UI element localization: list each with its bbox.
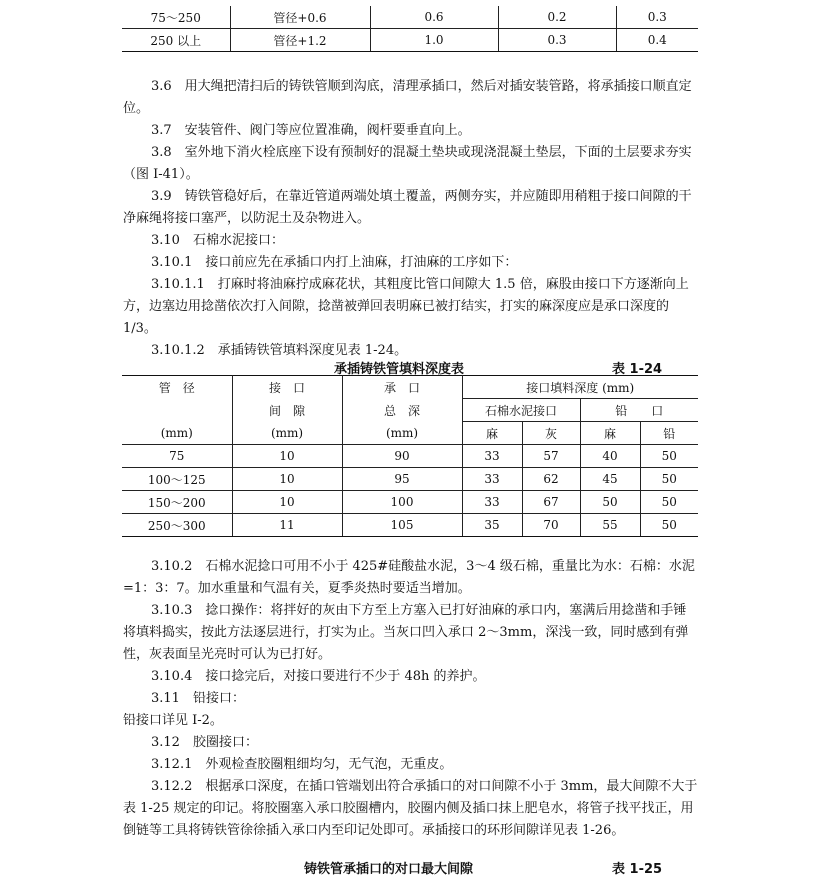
paragraph-3-12: 3.12 胶圈接口：	[151, 735, 258, 750]
table-row	[122, 491, 698, 514]
table-cell: 75～250	[122, 6, 230, 29]
paragraph-3-10-3: 3.10.3 捻口操作：将拌好的灰由下方至上方塞入已打好油麻的承口内，塞满后用捻凿和手锤将填料捣实，按此方法逐层进行，打实为止。当灰口凹入承口 2～3mm，深浅一致，同时感到有弹性，灰表面呈光亮时可认为已打好。	[123, 603, 689, 662]
table-cell: 50	[640, 491, 698, 514]
paragraph-3-6: 3.6 用大绳把清扫后的铸铁管顺到沟底，清理承插口，然后对插安装管路，将承插接口顺直定位。	[123, 79, 692, 116]
table-cell: 105	[342, 514, 462, 537]
header-socket-depth: 承 口	[342, 376, 462, 399]
paragraph-3-12-1: 3.12.1 外观检查胶圈粗细均匀，无气泡，无重皮。	[151, 757, 453, 772]
table-1-24-title: 承插铸铁管填料深度表	[334, 362, 465, 377]
table-cell: 95	[342, 468, 462, 491]
header-asbestos-cement: 石棉水泥接口	[462, 399, 580, 422]
table-cell: 75	[122, 445, 232, 468]
table-cell: 67	[522, 491, 580, 514]
header-pipe-diameter: 管 径	[122, 376, 232, 399]
paragraph-3-10-1-2: 3.10.1.2 承插铸铁管填料深度见表 1-24。	[151, 343, 408, 358]
table-cell: 150～200	[122, 491, 232, 514]
paragraph-3-10-1-1: 3.10.1.1 打麻时将油麻拧成麻花状，其粗度比管口间隙大 1.5 倍，麻股由接口下方逐渐向上方，边塞边用捻凿依次打入间隙，捻凿被弹回表明麻已被打结实，打实的麻深度应是承口深度的 1/3。	[123, 277, 689, 336]
table-cell: 45	[580, 468, 640, 491]
header-lead: 铅 口	[580, 399, 698, 422]
table-cell: 10	[232, 468, 342, 491]
table-cell: 50	[640, 445, 698, 468]
table-cell: 0.6	[370, 6, 498, 29]
table-row	[122, 6, 698, 29]
table-cell: 0.4	[616, 29, 698, 52]
header-hemp: 麻	[462, 422, 522, 445]
table-cell: 10	[232, 491, 342, 514]
table-cell: 70	[522, 514, 580, 537]
header-socket-depth-line2: 总 深	[342, 399, 462, 422]
table-header-row	[122, 422, 698, 445]
paragraph-3-10-4: 3.10.4 接口捻完后，对接口要进行不少于 48h 的养护。	[151, 669, 486, 684]
paragraph-3-9: 3.9 铸铁管稳好后，在靠近管道两端处填土覆盖，两侧夯实，并应随即用稍粗于接口间隙的干净麻绳将接口塞严，以防泥土及杂物进入。	[123, 189, 692, 226]
table-cell: 0.3	[616, 6, 698, 29]
table-cell: 90	[342, 445, 462, 468]
header-lead-depth: 铅	[640, 422, 698, 445]
table-cell: 50	[640, 468, 698, 491]
table-cell: 250～300	[122, 514, 232, 537]
table-cell: 33	[462, 491, 522, 514]
table-1-23-continuation	[122, 6, 698, 52]
paragraph-3-11-body: 铅接口详见 I-2。	[123, 713, 223, 728]
paragraph-3-10: 3.10 石棉水泥接口：	[151, 233, 284, 248]
table-cell: 250 以上	[122, 29, 230, 52]
paragraph-3-12-2: 3.12.2 根据承口深度，在插口管端划出符合承插口的对口间隙不小于 3mm，最大间隙不大于表 1-25 规定的印记。将胶圈塞入承口胶圈槽内，胶圈内侧及插口抹上肥皂水，将管子找平找正，用倒链等工具将铸铁管徐徐插入承口内至印记处即可。承插接口的环形间隙详见表 1-26。	[123, 779, 698, 838]
header-joint-gap-unit: (mm)	[232, 422, 342, 445]
table-cell: 50	[640, 514, 698, 537]
table-cell: 40	[580, 445, 640, 468]
table-row	[122, 468, 698, 491]
paragraph-3-7: 3.7 安装管件、阀门等应位置准确，阀杆要垂直向上。	[151, 123, 471, 138]
paragraph-3-10-2: 3.10.2 石棉水泥捻口可用不小于 425#硅酸盐水泥，3～4 级石棉，重量比为水：石棉：水泥=1：3：7。加水重量和气温有关，夏季炎热时要适当增加。	[123, 559, 695, 596]
table-cell: 11	[232, 514, 342, 537]
paragraph-3-10-1: 3.10.1 接口前应先在承插口内打上油麻，打油麻的工序如下：	[151, 255, 518, 270]
table-cell: 1.0	[370, 29, 498, 52]
table-cell: 10	[232, 445, 342, 468]
table-1-24	[122, 375, 698, 537]
table-cell: 0.2	[498, 6, 616, 29]
table-cell: 33	[462, 468, 522, 491]
header-pipe-diameter-line2	[122, 399, 232, 422]
header-socket-depth-unit: (mm)	[342, 422, 462, 445]
header-ash: 灰	[522, 422, 580, 445]
table-cell: 管径+1.2	[230, 29, 370, 52]
header-hemp: 麻	[580, 422, 640, 445]
table-cell: 33	[462, 445, 522, 468]
table-row	[122, 445, 698, 468]
table-header-row	[122, 399, 698, 422]
header-joint-gap: 接 口	[232, 376, 342, 399]
table-cell: 管径+0.6	[230, 6, 370, 29]
table-cell: 35	[462, 514, 522, 537]
paragraph-3-8: 3.8 室外地下消火栓底座下设有预制好的混凝土垫块或现浇混凝土垫层，下面的土层要求夯实（图 I-41）。	[123, 145, 692, 182]
paragraph-3-11: 3.11 铅接口：	[151, 691, 245, 706]
table-1-24-number: 表 1-24	[612, 362, 663, 377]
table-cell: 100～125	[122, 468, 232, 491]
table-cell: 100	[342, 491, 462, 514]
header-filling-depth: 接口填料深度 (mm)	[462, 376, 698, 399]
header-joint-gap-line2: 间 隙	[232, 399, 342, 422]
header-pipe-diameter-unit: (mm)	[122, 422, 232, 445]
table-1-25-title: 铸铁管承插口的对口最大间隙	[304, 862, 474, 877]
table-1-25-number: 表 1-25	[612, 862, 663, 877]
table-header-row	[122, 376, 698, 399]
table-cell: 50	[580, 491, 640, 514]
table-cell: 62	[522, 468, 580, 491]
table-row	[122, 29, 698, 52]
table-cell: 0.3	[498, 29, 616, 52]
table-cell: 55	[580, 514, 640, 537]
table-row	[122, 514, 698, 537]
table-cell: 57	[522, 445, 580, 468]
